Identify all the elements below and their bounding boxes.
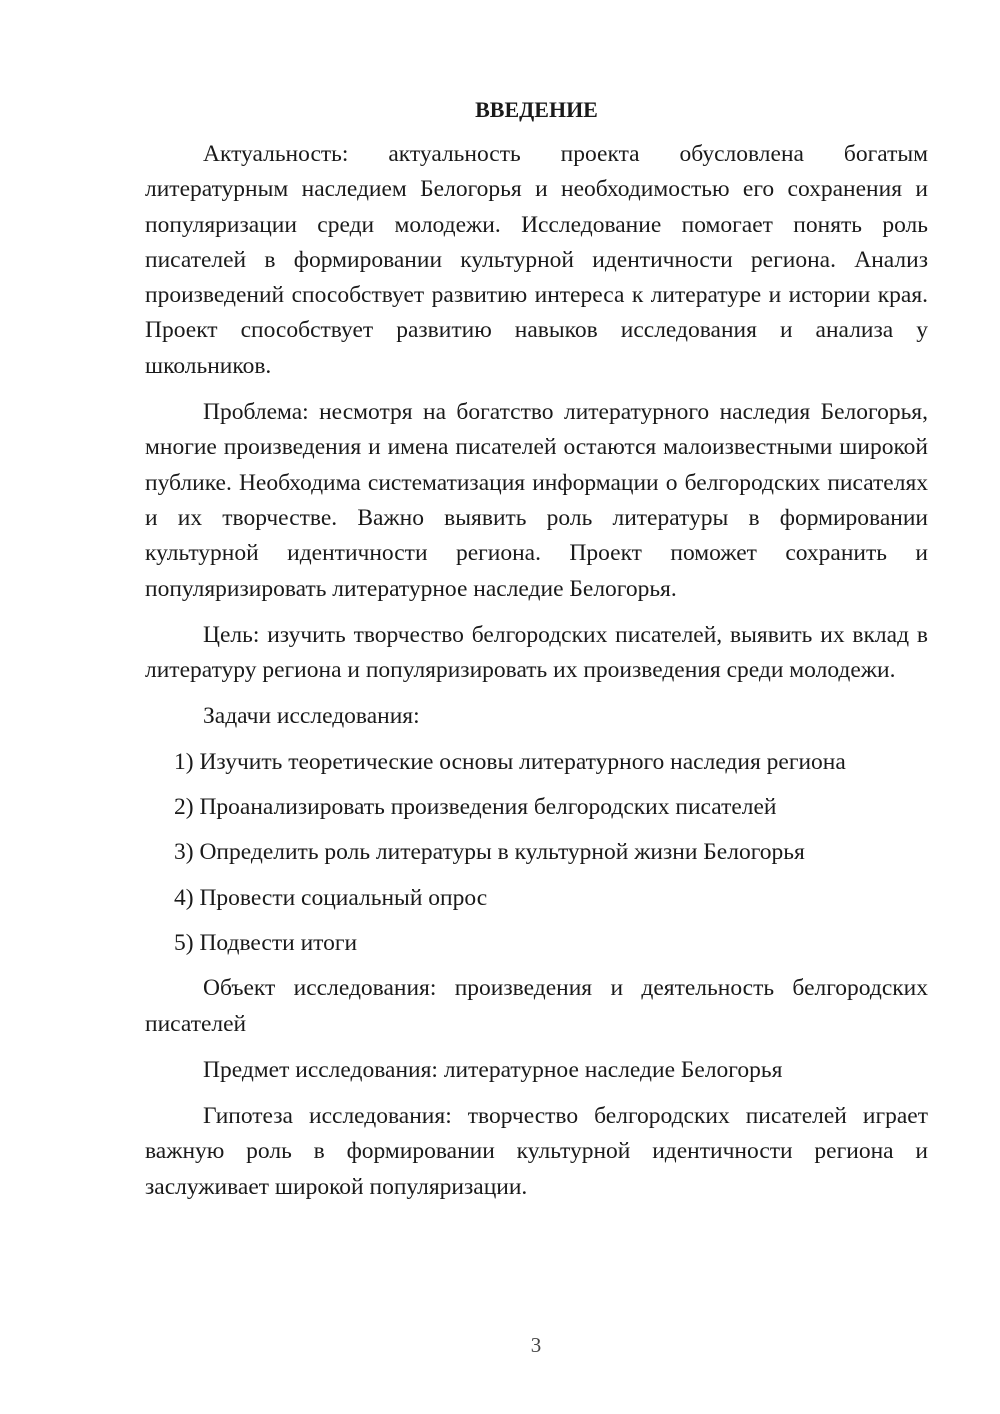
page-content — [145, 92, 928, 1216]
problem-paragraph: Проблема: несмотря на богатство литературного наследия Белогорья, многие произведения и имена писателей остаются малоизвестными широкой публике. Необходима систематизация информации о белгородских писателях и их творчестве. Важно выявить роль литературы в формировании культурной идентичности региона. Проект поможет сохранить и популяризировать литературное наследие Белогорья. — [145, 399, 928, 602]
task-item: 1) Изучить теоретические основы литературного наследия региона — [174, 748, 846, 775]
object-paragraph: Объект исследования: произведения и деятельность белгородских писателей — [145, 975, 928, 1037]
tasks-heading: Задачи исследования: — [203, 703, 420, 730]
tasks-list — [145, 745, 928, 961]
task-item: 3) Определить роль литературы в культурной жизни Белогорья — [174, 839, 805, 866]
relevance-paragraph: Актуальность: актуальность проекта обусловлена богатым литературным наследием Белогорья и необходимостью его сохранения и популяризации среди молодежи. Исследование помогает понять роль писателей в формировании культурной идентичности региона. Анализ произведений способствует развитию интереса к литературе и истории края. Проект способствует развитию навыков исследования и анализа у школьников. — [145, 141, 928, 379]
task-item: 4) Провести социальный опрос — [174, 884, 488, 911]
page-number: 3 — [530, 1333, 542, 1357]
hypothesis-paragraph: Гипотеза исследования: творчество белгородских писателей играет важную роль в формировании культурной идентичности региона и заслуживает широкой популяризации. — [145, 1103, 928, 1200]
section-title: ВВЕДЕНИЕ — [475, 97, 598, 122]
goal-paragraph: Цель: изучить творчество белгородских писателей, выявить их вклад в литературу региона и популяризировать их произведения среди молодежи. — [145, 621, 928, 684]
task-item: 2) Проанализировать произведения белгородских писателей — [174, 794, 777, 821]
task-item: 5) Подвести итоги — [174, 929, 358, 956]
subject-paragraph: Предмет исследования: литературное наследие Белогорья — [203, 1056, 783, 1083]
